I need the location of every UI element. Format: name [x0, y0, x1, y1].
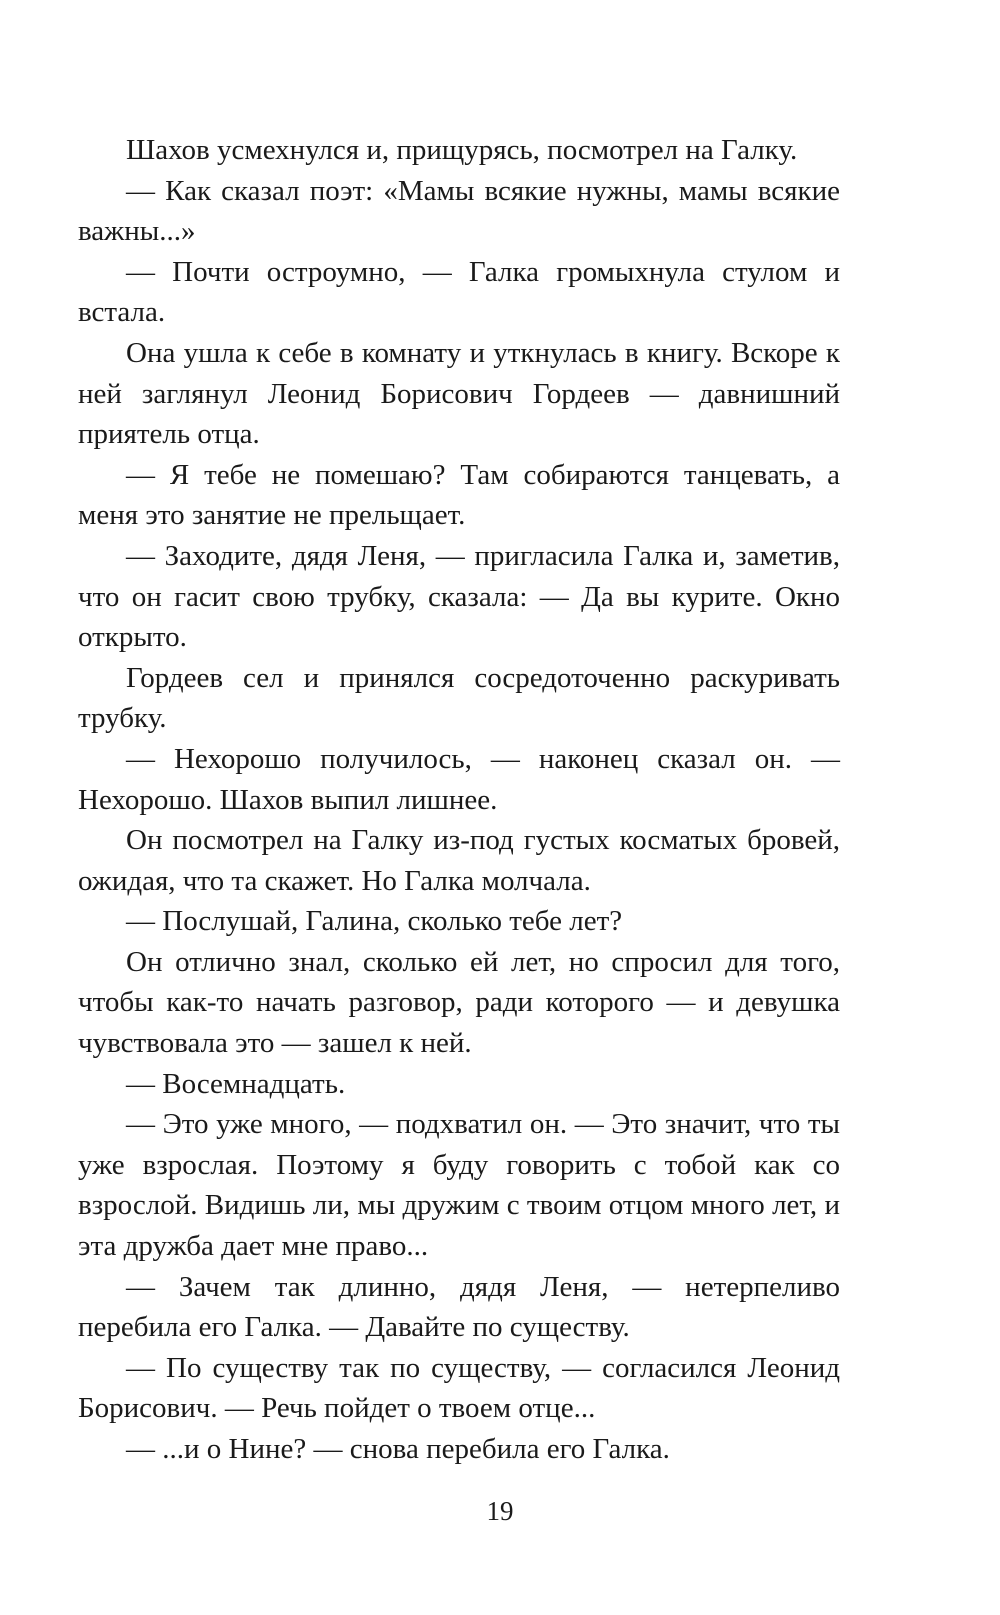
paragraph-8: — Нехорошо получилось, — наконец сказал он. — Нехорошо. Шахов выпил лишнее.: [78, 742, 840, 816]
paragraph-6: — Заходите, дядя Леня, — пригласила Галка и, заметив, что он гасит свою трубку, сказала: — Да вы курите. Окно открыто.: [78, 539, 840, 654]
paragraph-5: — Я тебе не помешаю? Там собираются танцевать, а меня это занятие не прельщает.: [78, 458, 840, 532]
paragraph-12: — Восемнадцать.: [126, 1067, 346, 1100]
paragraph-13: — Это уже много, — подхватил он. — Это значит, что ты уже взрослая. Поэтому я буду говорить с тобой как со взрослой. Видишь ли, мы дружим с твоим отцом много лет, и эта дружба дает мне право...: [78, 1108, 840, 1263]
paragraph-16: — ...и о Нине? — снова перебила его Галка.: [126, 1433, 670, 1465]
paragraph-14: — Зачем так длинно, дядя Леня, — нетерпеливо перебила его Галка. — Давайте по существу.: [78, 1270, 840, 1344]
paragraph-3: — Почти остроумно, — Галка громыхнула стулом и встала.: [78, 255, 840, 329]
paragraph-1: Шахов усмехнулся и, прищурясь, посмотрел на Галку.: [126, 134, 798, 166]
paragraph-10: — Послушай, Галина, сколько тебе лет?: [126, 905, 623, 938]
paragraph-7: Гордеев сел и принялся сосредоточенно раскуривать трубку.: [78, 661, 840, 735]
paragraph-2: — Как сказал поэт: «Мамы всякие нужны, мамы всякие важны...»: [78, 174, 840, 248]
paragraph-15: — По существу так по существу, — согласился Леонид Борисович. — Речь пойдет о твоем отце...: [78, 1351, 840, 1425]
paragraph-11: Он отлично знал, сколько ей лет, но спросил для того, чтобы как-то начать разговор, ради которого — и девушка чувствовала это — зашел к ней.: [78, 945, 840, 1060]
body-text: [78, 130, 840, 1470]
paragraph-4: Она ушла к себе в комнату и уткнулась в книгу. Вскоре к ней заглянул Леонид Борисович Гордеев — давнишний приятель отца.: [78, 336, 840, 451]
paragraph-9: Он посмотрел на Галку из-под густых косматых бровей, ожидая, что та скажет. Но Галка молчала.: [78, 824, 840, 897]
page-number: 19: [486, 1496, 514, 1526]
